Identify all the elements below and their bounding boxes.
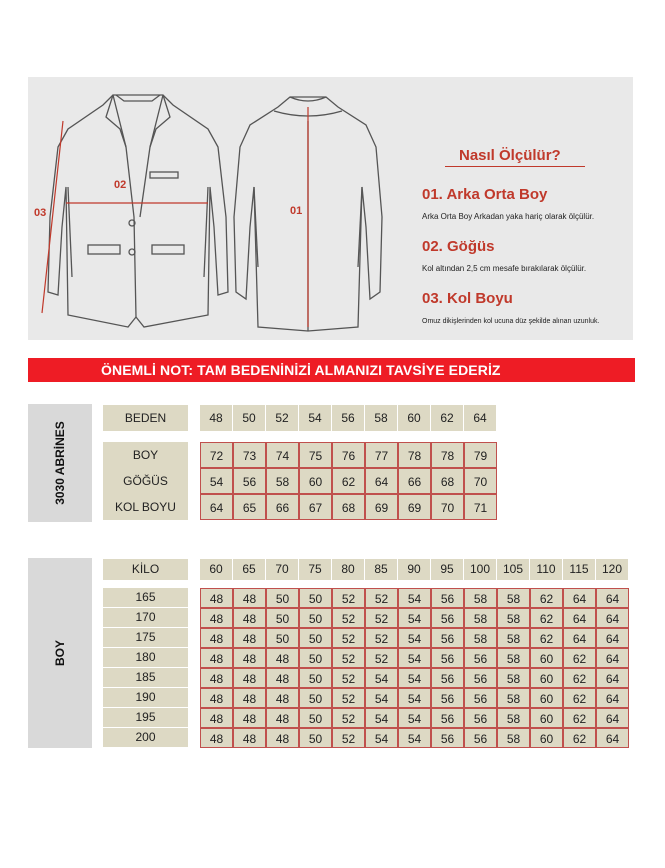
fit-value-cell: 52 (365, 608, 398, 628)
fit-value-cell: 62 (563, 708, 596, 728)
size-value-cell: 76 (332, 442, 365, 468)
size-value-cell: 77 (365, 442, 398, 468)
fit-value-cell: 56 (464, 688, 497, 708)
measure-desc-3: Omuz dikişlerinden kol ucuna düz şekilde alınan uzunluk. (422, 318, 600, 325)
fit-header-cell: 95 (431, 559, 463, 580)
size-header-label: BEDEN (103, 405, 188, 431)
size-row-label: GÖĞÜS (103, 468, 188, 494)
size-table-side-text: 3030 ABRİNES (53, 421, 67, 505)
fit-table-side-text: BOY (52, 639, 67, 667)
fit-value-cell: 50 (299, 728, 332, 748)
sleeve-marker-label: 03 (34, 207, 47, 219)
size-value-cell: 75 (299, 442, 332, 468)
fit-value-cell: 48 (233, 588, 266, 608)
fit-header-cell: 65 (233, 559, 265, 580)
fit-value-cell: 52 (332, 708, 365, 728)
fit-value-cell: 56 (464, 648, 497, 668)
fit-value-cell: 54 (398, 648, 431, 668)
fit-header-label: KİLO (103, 559, 188, 580)
size-value-cell: 79 (464, 442, 497, 468)
fit-value-cell: 56 (431, 688, 464, 708)
size-header-cell: 48 (200, 405, 232, 431)
fit-header-cell: 120 (596, 559, 628, 580)
fit-value-cell: 64 (563, 628, 596, 648)
size-value-cell: 69 (365, 494, 398, 520)
fit-value-cell: 48 (266, 648, 299, 668)
fit-value-cell: 54 (365, 688, 398, 708)
fit-value-cell: 60 (530, 688, 563, 708)
fit-value-cell: 54 (398, 708, 431, 728)
fit-value-cell: 48 (233, 628, 266, 648)
size-header-cell: 50 (233, 405, 265, 431)
fit-value-cell: 52 (365, 628, 398, 648)
fit-value-cell: 48 (200, 608, 233, 628)
fit-value-cell: 52 (332, 728, 365, 748)
fit-value-cell: 52 (332, 648, 365, 668)
fit-value-cell: 52 (332, 668, 365, 688)
fit-value-cell: 64 (563, 608, 596, 628)
jacket-illustration (28, 77, 633, 340)
fit-value-cell: 62 (530, 588, 563, 608)
fit-value-cell: 48 (200, 688, 233, 708)
fit-value-cell: 64 (596, 628, 629, 648)
fit-value-cell: 48 (200, 628, 233, 648)
jacket-front-drawing (48, 95, 228, 327)
measure-title-1: 01. Arka Orta Boy (422, 186, 548, 203)
size-value-cell: 70 (431, 494, 464, 520)
size-value-cell: 56 (233, 468, 266, 494)
size-value-cell: 78 (431, 442, 464, 468)
fit-value-cell: 48 (200, 588, 233, 608)
fit-value-cell: 60 (530, 708, 563, 728)
fit-row-label: 195 (103, 708, 188, 727)
fit-value-cell: 48 (266, 708, 299, 728)
back-length-marker-label: 01 (290, 205, 303, 217)
fit-value-cell: 54 (365, 668, 398, 688)
fit-value-cell: 64 (596, 668, 629, 688)
fit-row-label: 200 (103, 728, 188, 747)
fit-value-cell: 48 (233, 608, 266, 628)
fit-header-cell: 90 (398, 559, 430, 580)
fit-header-cell: 110 (530, 559, 562, 580)
fit-value-cell: 50 (299, 668, 332, 688)
size-header-cell: 58 (365, 405, 397, 431)
size-value-cell: 74 (266, 442, 299, 468)
size-header-cell: 60 (398, 405, 430, 431)
size-header-cell: 54 (299, 405, 331, 431)
fit-row-label: 180 (103, 648, 188, 667)
fit-value-cell: 64 (596, 728, 629, 748)
size-value-cell: 68 (431, 468, 464, 494)
fit-value-cell: 50 (266, 628, 299, 648)
fit-value-cell: 58 (497, 728, 530, 748)
fit-value-cell: 48 (200, 668, 233, 688)
important-note-banner: ÖNEMLİ NOT: TAM BEDENİNİZİ ALMANIZI TAVSİYE EDERİZ (28, 358, 635, 382)
fit-value-cell: 50 (299, 688, 332, 708)
fit-table-side-label (28, 558, 92, 748)
fit-header-cell: 85 (365, 559, 397, 580)
fit-value-cell: 56 (431, 708, 464, 728)
fit-header-cell: 80 (332, 559, 364, 580)
size-value-cell: 64 (200, 494, 233, 520)
size-value-cell: 66 (398, 468, 431, 494)
fit-value-cell: 56 (431, 608, 464, 628)
fit-value-cell: 48 (266, 688, 299, 708)
fit-value-cell: 60 (530, 728, 563, 748)
size-value-cell: 67 (299, 494, 332, 520)
measure-desc-1: Arka Orta Boy Arkadan yaka hariç olarak ölçülür. (422, 212, 595, 221)
fit-row-label: 175 (103, 628, 188, 647)
fit-value-cell: 56 (431, 728, 464, 748)
fit-value-cell: 54 (398, 608, 431, 628)
fit-header-cell: 115 (563, 559, 595, 580)
fit-value-cell: 58 (497, 608, 530, 628)
fit-value-cell: 54 (398, 688, 431, 708)
size-header-cell: 52 (266, 405, 298, 431)
fit-value-cell: 50 (299, 588, 332, 608)
fit-header-cell: 75 (299, 559, 331, 580)
fit-header-cell: 60 (200, 559, 232, 580)
fit-value-cell: 58 (497, 708, 530, 728)
fit-value-cell: 56 (431, 648, 464, 668)
fit-value-cell: 64 (596, 688, 629, 708)
size-value-cell: 69 (398, 494, 431, 520)
fit-value-cell: 54 (365, 708, 398, 728)
size-value-cell: 72 (200, 442, 233, 468)
measure-title-2: 02. Göğüs (422, 238, 495, 255)
fit-value-cell: 48 (233, 688, 266, 708)
fit-value-cell: 64 (596, 588, 629, 608)
fit-value-cell: 58 (497, 628, 530, 648)
fit-value-cell: 50 (299, 628, 332, 648)
size-table-side-label (28, 404, 92, 522)
fit-row-label: 170 (103, 608, 188, 627)
size-value-cell: 54 (200, 468, 233, 494)
fit-value-cell: 58 (464, 608, 497, 628)
fit-value-cell: 64 (596, 708, 629, 728)
fit-value-cell: 56 (431, 588, 464, 608)
fit-value-cell: 54 (398, 728, 431, 748)
size-value-cell: 62 (332, 468, 365, 494)
size-value-cell: 65 (233, 494, 266, 520)
fit-row-label: 185 (103, 668, 188, 687)
fit-value-cell: 62 (563, 648, 596, 668)
fit-value-cell: 62 (563, 688, 596, 708)
fit-value-cell: 52 (332, 628, 365, 648)
fit-value-cell: 56 (431, 628, 464, 648)
fit-value-cell: 54 (398, 628, 431, 648)
fit-value-cell: 48 (200, 728, 233, 748)
measurement-guide-panel (28, 77, 633, 340)
fit-value-cell: 48 (233, 708, 266, 728)
fit-value-cell: 56 (464, 668, 497, 688)
fit-value-cell: 48 (200, 648, 233, 668)
size-header-cell: 64 (464, 405, 496, 431)
fit-value-cell: 48 (233, 728, 266, 748)
fit-value-cell: 48 (266, 668, 299, 688)
fit-value-cell: 48 (233, 668, 266, 688)
fit-value-cell: 50 (299, 708, 332, 728)
fit-value-cell: 56 (464, 728, 497, 748)
fit-value-cell: 64 (596, 608, 629, 628)
fit-value-cell: 60 (530, 648, 563, 668)
guide-heading: Nasıl Ölçülür? (459, 147, 561, 164)
fit-value-cell: 52 (332, 588, 365, 608)
size-value-cell: 71 (464, 494, 497, 520)
fit-value-cell: 50 (299, 608, 332, 628)
measure-title-3: 03. Kol Boyu (422, 290, 513, 307)
fit-value-cell: 58 (497, 588, 530, 608)
fit-row-label: 165 (103, 588, 188, 607)
size-value-cell: 70 (464, 468, 497, 494)
size-value-cell: 78 (398, 442, 431, 468)
size-header-cell: 56 (332, 405, 364, 431)
fit-value-cell: 58 (497, 668, 530, 688)
fit-value-cell: 52 (332, 608, 365, 628)
measure-desc-2: Kol altından 2,5 cm mesafe bırakılarak ölçülür. (422, 264, 587, 273)
fit-value-cell: 52 (332, 688, 365, 708)
fit-value-cell: 50 (266, 588, 299, 608)
fit-value-cell: 56 (431, 668, 464, 688)
fit-value-cell: 64 (596, 648, 629, 668)
fit-value-cell: 62 (530, 628, 563, 648)
fit-value-cell: 54 (398, 668, 431, 688)
fit-value-cell: 50 (266, 608, 299, 628)
size-row-label: KOL BOYU (103, 494, 188, 520)
fit-value-cell: 62 (563, 668, 596, 688)
size-header-cell: 62 (431, 405, 463, 431)
fit-value-cell: 48 (266, 728, 299, 748)
fit-value-cell: 52 (365, 648, 398, 668)
fit-value-cell: 62 (530, 608, 563, 628)
fit-value-cell: 58 (464, 628, 497, 648)
fit-value-cell: 58 (497, 688, 530, 708)
fit-value-cell: 58 (464, 588, 497, 608)
fit-value-cell: 60 (530, 668, 563, 688)
fit-header-cell: 100 (464, 559, 496, 580)
fit-value-cell: 54 (398, 588, 431, 608)
size-value-cell: 64 (365, 468, 398, 494)
fit-value-cell: 64 (563, 588, 596, 608)
fit-row-label: 190 (103, 688, 188, 707)
fit-value-cell: 48 (200, 708, 233, 728)
size-value-cell: 58 (266, 468, 299, 494)
size-value-cell: 68 (332, 494, 365, 520)
fit-value-cell: 54 (365, 728, 398, 748)
size-value-cell: 60 (299, 468, 332, 494)
fit-value-cell: 58 (497, 648, 530, 668)
size-row-label: BOY (103, 442, 188, 468)
fit-value-cell: 62 (563, 728, 596, 748)
size-value-cell: 66 (266, 494, 299, 520)
fit-header-cell: 105 (497, 559, 529, 580)
fit-header-cell: 70 (266, 559, 298, 580)
fit-value-cell: 50 (299, 648, 332, 668)
chest-marker-label: 02 (114, 179, 127, 191)
size-value-cell: 73 (233, 442, 266, 468)
fit-value-cell: 48 (233, 648, 266, 668)
fit-value-cell: 52 (365, 588, 398, 608)
guide-heading-underline (445, 166, 585, 167)
fit-value-cell: 56 (464, 708, 497, 728)
